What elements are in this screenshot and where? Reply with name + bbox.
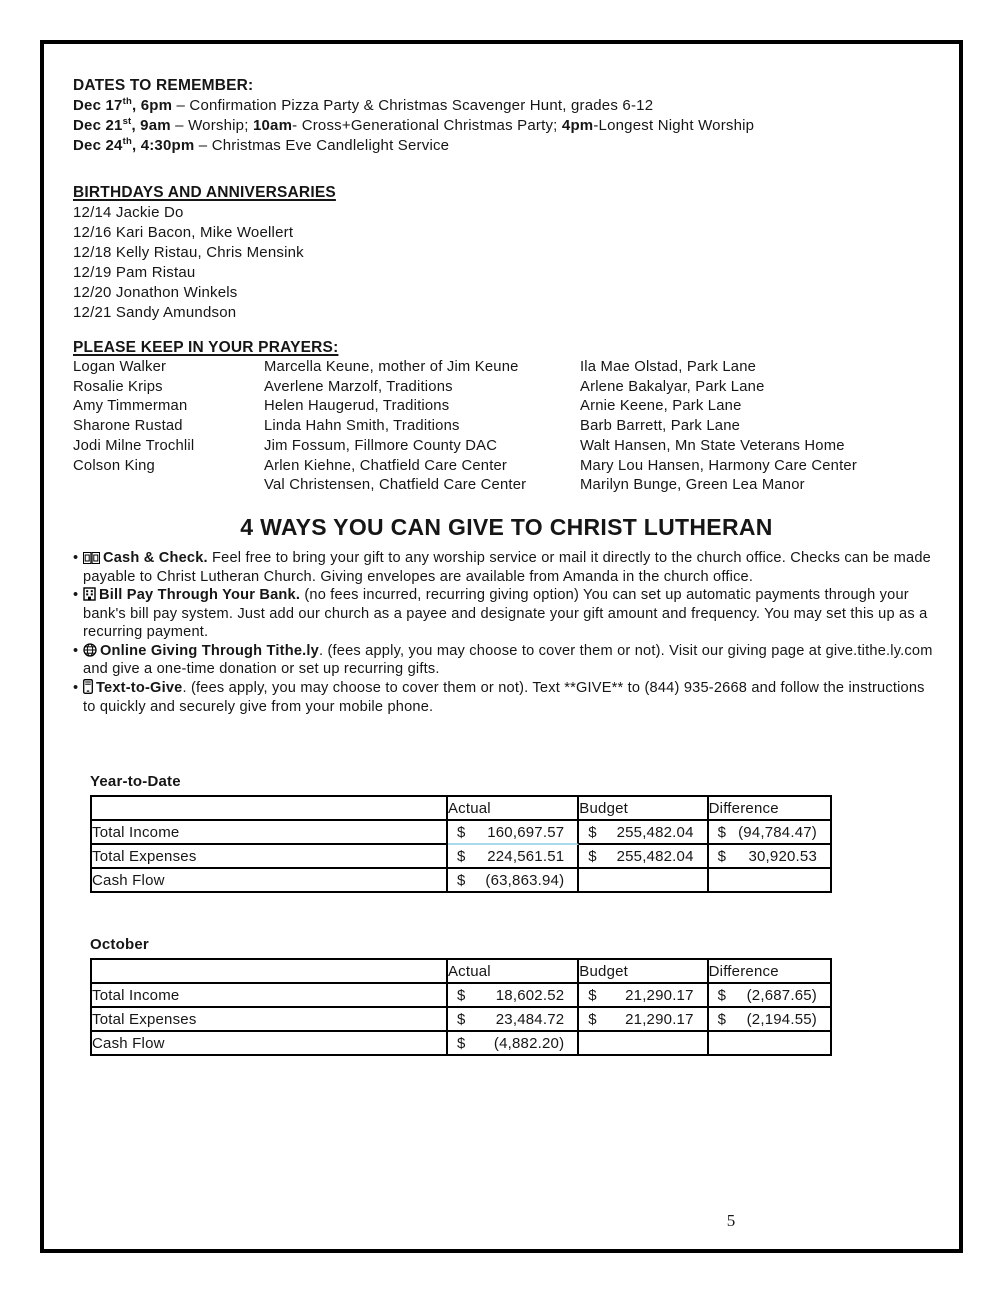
amount: 21,290.17 [625, 1010, 694, 1028]
amount: 18,602.52 [495, 986, 565, 1004]
birthdays-heading: BIRTHDAYS AND ANNIVERSARIES [73, 184, 336, 201]
prayer-name: Jim Fossum, Fillmore County DAC [264, 437, 498, 454]
prayers-column-3 [580, 358, 940, 496]
date-event: - Cross+Generational Christmas Party; [292, 117, 562, 134]
dollar-sign: $ [588, 986, 597, 1004]
birthday-item: 12/18 Kelly Ristau, Chris Mensink [73, 244, 304, 261]
date-time: , 4:30pm [131, 137, 195, 154]
date-event: – Christmas Eve Candlelight Service [194, 137, 450, 154]
prayer-name: Jodi Milne Trochlil [73, 437, 195, 454]
cell-budget [579, 869, 708, 893]
prayer-name: Walt Hansen, Mn State Veterans Home [580, 437, 845, 454]
table-row [92, 1008, 832, 1032]
prayer-name: Arnie Keene, Park Lane [580, 398, 742, 415]
give-option-text: . (fees apply, you may choose to cover them or not). Text **GIVE** to (844) 935-2668 and follow the instructions to quickly and securely give from your mobile phone. [83, 680, 925, 715]
october-financial-table [90, 958, 832, 1056]
october-section [73, 935, 940, 1056]
date-time: , 6pm [131, 97, 173, 114]
date-time: , 9am [131, 117, 171, 134]
dates-heading: DATES TO REMEMBER: [73, 77, 254, 94]
prayer-name: Barb Barrett, Park Lane [580, 418, 741, 435]
header-blank [92, 797, 448, 821]
header-budget: Budget [579, 960, 708, 984]
table-header-row [92, 797, 832, 821]
cell-actual [448, 1008, 579, 1032]
amount: 160,697.57 [487, 823, 565, 841]
page-content [73, 76, 940, 1056]
dollar-sign: $ [588, 1010, 597, 1028]
row-label: Total Income [92, 821, 448, 845]
prayer-name: Ila Mae Olstad, Park Lane [580, 359, 757, 375]
prayer-name: Colson King [73, 457, 155, 474]
dollar-sign: $ [588, 823, 597, 841]
birthday-item: 12/20 Jonathon Winkels [73, 284, 238, 301]
prayer-name: Sharone Rustad [73, 418, 183, 435]
bank-icon [83, 587, 96, 601]
cell-difference [709, 869, 832, 893]
birthday-item: 12/14 Jackie Do [73, 204, 184, 221]
ytd-financial-table [90, 795, 832, 893]
amount: (2,687.65) [746, 986, 817, 1004]
date-time: 4pm [561, 117, 594, 134]
cell-budget [579, 984, 708, 1008]
prayer-name: Logan Walker [73, 359, 167, 375]
give-option-label: Text-to-Give [96, 680, 183, 697]
give-option-text: Feel free to bring your gift to any worship service or mail it directly to the church office. Checks can be made payable to Christ Lutheran Church. Giving envelopes are available from Amanda in the church office. [83, 549, 931, 585]
cell-difference [709, 845, 832, 869]
prayer-name: Averlene Marzolf, Traditions [264, 378, 453, 395]
header-actual: Actual [448, 960, 579, 984]
dollar-sign: $ [456, 1034, 466, 1052]
prayer-name: Amy Timmerman [73, 398, 188, 415]
cell-budget [579, 1008, 708, 1032]
prayer-name: Linda Hahn Smith, Traditions [264, 418, 460, 435]
date-ordinal: th [122, 136, 132, 147]
give-option-bill-pay [73, 586, 940, 642]
date-time: 10am [252, 117, 293, 134]
amount: 23,484.72 [495, 1010, 565, 1028]
cell-actual [448, 821, 579, 845]
birthday-item: 12/19 Pam Ristau [73, 264, 196, 281]
table-row [92, 984, 832, 1008]
ways-to-give-heading: 4 WAYS YOU CAN GIVE TO CHRIST LUTHERAN [240, 513, 773, 540]
dates-to-remember-section [73, 76, 940, 156]
prayers-section [73, 338, 940, 496]
amount: (94,784.47) [738, 823, 817, 841]
amount: (63,863.94) [485, 871, 565, 889]
cell-actual [448, 1032, 579, 1056]
dollar-sign: $ [456, 847, 466, 865]
amount: (2,194.55) [746, 1010, 817, 1028]
give-option-online [73, 642, 940, 679]
table-row [92, 1032, 832, 1056]
table-row [92, 845, 832, 869]
ways-to-give-section [73, 512, 940, 716]
page-number: 5 [726, 1211, 736, 1230]
prayers-column-1 [73, 358, 264, 496]
row-label: Cash Flow [92, 869, 448, 893]
prayers-column-2 [264, 358, 580, 496]
date-text: Dec 17 [73, 97, 123, 114]
cell-budget [579, 845, 708, 869]
october-table-label: October [90, 936, 149, 954]
date-ordinal: th [122, 96, 132, 107]
table-row [92, 869, 832, 893]
dollar-sign: $ [456, 986, 466, 1004]
ytd-table-label: Year-to-Date [90, 773, 181, 791]
birthday-item: 12/16 Kari Bacon, Mike Woellert [73, 224, 294, 241]
cell-difference [709, 1008, 832, 1032]
dollar-sign: $ [456, 823, 466, 841]
give-option-label: Bill Pay Through Your Bank. [99, 587, 301, 604]
ways-to-give-list [73, 549, 940, 716]
header-blank [92, 960, 448, 984]
row-label: Cash Flow [92, 1032, 448, 1056]
give-option-text: . (fees apply, you may choose to cover them or not). Visit our giving page at give.tithe.ly.com and give a one-time donation or set up recurring gifts. [83, 642, 933, 678]
cell-difference [709, 984, 832, 1008]
row-label: Total Expenses [92, 845, 448, 869]
header-actual: Actual [448, 797, 579, 821]
dollar-sign: $ [717, 1010, 727, 1028]
amount: 255,482.04 [616, 847, 694, 865]
give-option-text-to-give [73, 679, 940, 716]
prayer-name: Mary Lou Hansen, Harmony Care Center [580, 457, 857, 474]
globe-icon [83, 643, 97, 657]
prayer-name: Arlen Kiehne, Chatfield Care Center [264, 457, 508, 474]
amount: (4,882.20) [493, 1034, 565, 1052]
give-option-label: Online Giving Through Tithe.ly [100, 642, 319, 659]
prayer-name: Rosalie Krips [73, 378, 163, 395]
prayer-name: Helen Haugerud, Traditions [264, 398, 450, 415]
cell-difference [709, 1032, 832, 1056]
dollar-sign: $ [456, 1010, 466, 1028]
cell-actual [448, 869, 579, 893]
table-header-row [92, 960, 832, 984]
prayer-name: Val Christensen, Chatfield Care Center [264, 477, 527, 494]
header-budget: Budget [579, 797, 708, 821]
prayer-name: Marilyn Bunge, Green Lea Manor [580, 477, 805, 494]
dollar-sign: $ [717, 847, 727, 865]
amount: 21,290.17 [625, 986, 694, 1004]
date-event: -Longest Night Worship [593, 117, 755, 134]
prayer-name: Arlene Bakalyar, Park Lane [580, 378, 765, 395]
prayers-heading: PLEASE KEEP IN YOUR PRAYERS: [73, 339, 339, 356]
cell-budget [579, 1032, 708, 1056]
cell-difference [709, 821, 832, 845]
row-label: Total Expenses [92, 1008, 448, 1032]
dollar-sign: $ [588, 847, 597, 865]
year-to-date-section [73, 772, 940, 893]
amount: 30,920.53 [748, 847, 817, 865]
date-event: – Worship; [170, 117, 253, 134]
dollar-sign: $ [456, 871, 466, 889]
header-difference: Difference [709, 960, 832, 984]
give-option-label: Cash & Check. [103, 549, 208, 566]
date-line [73, 116, 940, 136]
cash-icon [83, 552, 100, 564]
prayer-name: Marcella Keune, mother of Jim Keune [264, 359, 519, 375]
dollar-sign: $ [717, 823, 727, 841]
phone-icon [83, 679, 93, 694]
date-line [73, 96, 940, 116]
cell-actual [448, 984, 579, 1008]
header-difference: Difference [709, 797, 832, 821]
date-line [73, 136, 940, 156]
date-ordinal: st [122, 116, 132, 127]
date-text: Dec 24 [73, 137, 123, 154]
row-label: Total Income [92, 984, 448, 1008]
birthdays-section [73, 182, 940, 323]
date-text: Dec 21 [73, 117, 123, 134]
amount: 224,561.51 [487, 847, 565, 865]
give-option-text: (no fees incurred, recurring giving option) You can set up automatic payments through your bank's bill pay system. Just add our church as a payee and designate your gift amount and frequency. You may set this up as a recurring payment. [83, 587, 928, 641]
amount: 255,482.04 [616, 823, 694, 841]
cell-actual [448, 845, 579, 869]
cell-budget [579, 821, 708, 845]
give-option-cash-check [73, 549, 940, 586]
date-event: – Confirmation Pizza Party & Christmas Scavenger Hunt, grades 6-12 [172, 97, 654, 114]
prayers-columns [73, 358, 940, 496]
dollar-sign: $ [717, 986, 727, 1004]
birthday-item: 12/21 Sandy Amundson [73, 304, 237, 321]
table-row [92, 821, 832, 845]
